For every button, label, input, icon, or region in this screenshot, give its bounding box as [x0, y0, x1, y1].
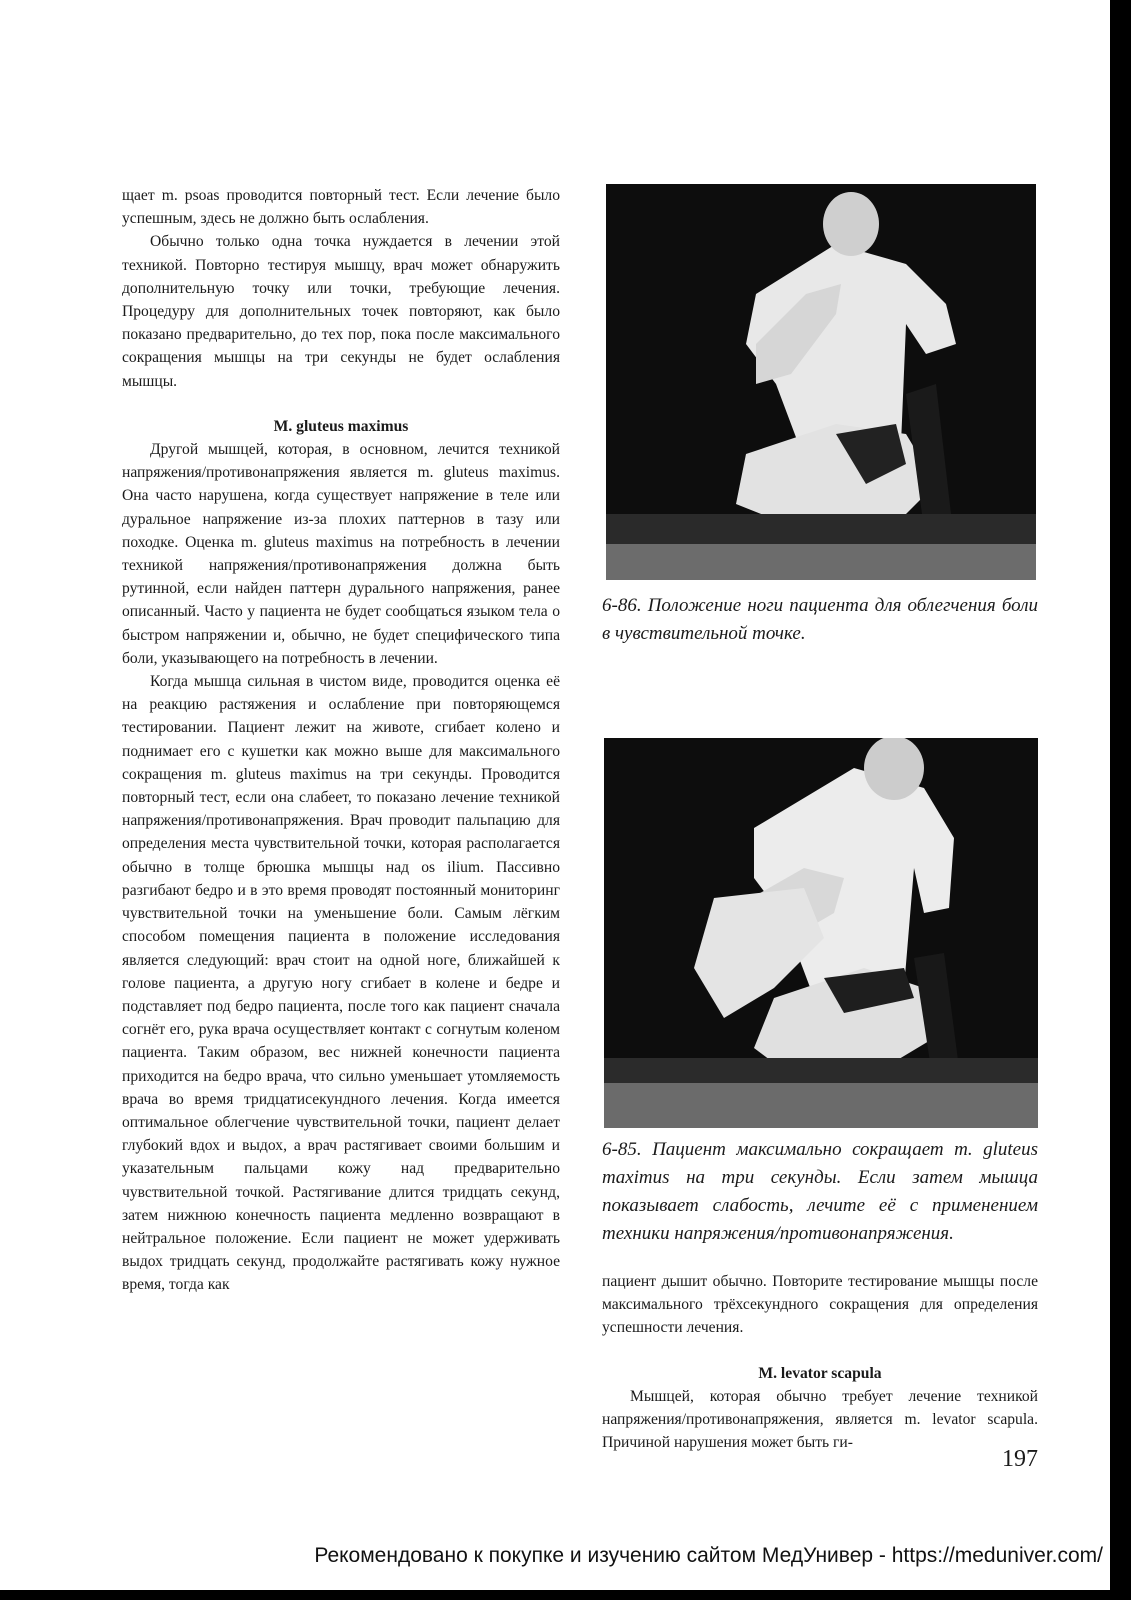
photo-illustration	[604, 738, 1038, 1128]
paragraph: Другой мышцей, которая, в основном, лечится техникой напряжения/противонапряжения является m. gluteus maximus. Она часто нарушена, когда существует напряжение в теле или дуральное напряжение из-за плохих паттернов в тазу или походке. Оценка m. gluteus maximus на потребность в лечении техникой напряжения/противонапряжения должна быть рутинной, если найден паттерн дурального напряжения, ранее описанный. Часто у пациента не будет сообщаться языком тела о быстром напряжении и, обычно, не будет специфического типа боли, указывающего на потребность в лечении.	[122, 441, 560, 667]
scan-border-right	[1110, 0, 1131, 1600]
paragraph: Обычно только одна точка нуждается в лечении этой техникой. Повторно тестируя мышцу, врач может обнаружить дополнительную точку или точки, требующие лечения. Процедуру для дополнительных точек повторяют, как было показано предварительно, до тех пор, пока после максимального сокращения мышцы на три секунды не будет ослабления мышцы.	[122, 233, 560, 390]
paragraph: щает m. psoas проводится повторный тест. Если лечение было успешным, здесь не должно быть ослабления.	[122, 187, 560, 228]
right-text	[602, 1270, 1038, 1454]
figure-photo-6-86	[606, 184, 1036, 580]
figure-caption: 6-86. Положение ноги пациента для облегчения боли в чувствительной точке.	[602, 595, 1038, 644]
left-text-column	[122, 184, 560, 1297]
page-number: 197	[1002, 1446, 1038, 1472]
paragraph: Когда мышца сильная в чистом виде, проводится оценка её на реакцию растяжения и ослабление при повторяющемся тестировании. Пациент лежит на животе, сгибает колено и поднимает его с кушетки как можно выше для максимального сокращения m. gluteus maximus на три секунды. Проводится повторный тест, если она слабеет, то показано лечение техникой напряжения/противонапряжения. Врач проводит пальпацию для определения места чувствительной точки, которая располагается обычно в толще брюшка мышцы над os ilium. Пассивно разгибают бедро и в это время проводят постоянный мониторинг чувствительной точки на уменьшение боли. Самым лёгким способом помещения пациента в положение исследования является следующий: врач стоит на одной ноге, ближайшей к голове пациента, а другую ногу сгибает в колене и бедре и подставляет под бедро пациента, после того как пациент сначала согнёт его, рука врача осуществляет контакт с согнутым коленом пациента. Таким образом, вес нижней конечности пациента приходится на бедро врача, что сильно уменьшает утомляемость врача во время тридцатисекундного лечения. Когда имеется оптимальное облегчение чувствительной точки, пациент делает глубокий вдох и выдох, а врач растягивает своими большим и указательным пальцами кожу над предварительно чувствительной точкой. Растягивание длится тридцать секунд, затем нижнюю конечность пациента медленно возвращают в нейтральное положение. Если пациент не может удерживать выдох тридцать секунд, продолжайте растягивать кожу нужное время, тогда как	[122, 673, 560, 1294]
right-column	[602, 184, 1038, 1454]
paragraph: Мышцей, которая обычно требует лечение техникой напряжения/противонапряжения, является m. levator scapula. Причиной нарушения может быть ги-	[602, 1387, 1038, 1452]
section-heading: M. levator scapula	[758, 1364, 882, 1382]
paragraph: пациент дышит обычно. Повторите тестирование мышцы после максимального трёхсекундного сокращения для определения успешности лечения.	[602, 1273, 1038, 1337]
footer-link-text[interactable]: Рекомендовано к покупке и изучению сайтом МедУнивер - https://meduniver.com/	[314, 1544, 1103, 1567]
section-heading: M. gluteus maximus	[273, 417, 409, 435]
photo-illustration	[606, 184, 1036, 580]
scan-border-bottom	[0, 1590, 1131, 1600]
figure-caption: 6-85. Пациент максимально сокращает m. gluteus maximus на три секунды. Если затем мышца показывает слабость, лечите её с применением техники напряжения/противонапряжения.	[602, 1139, 1038, 1244]
figure-photo-6-85	[604, 738, 1038, 1128]
